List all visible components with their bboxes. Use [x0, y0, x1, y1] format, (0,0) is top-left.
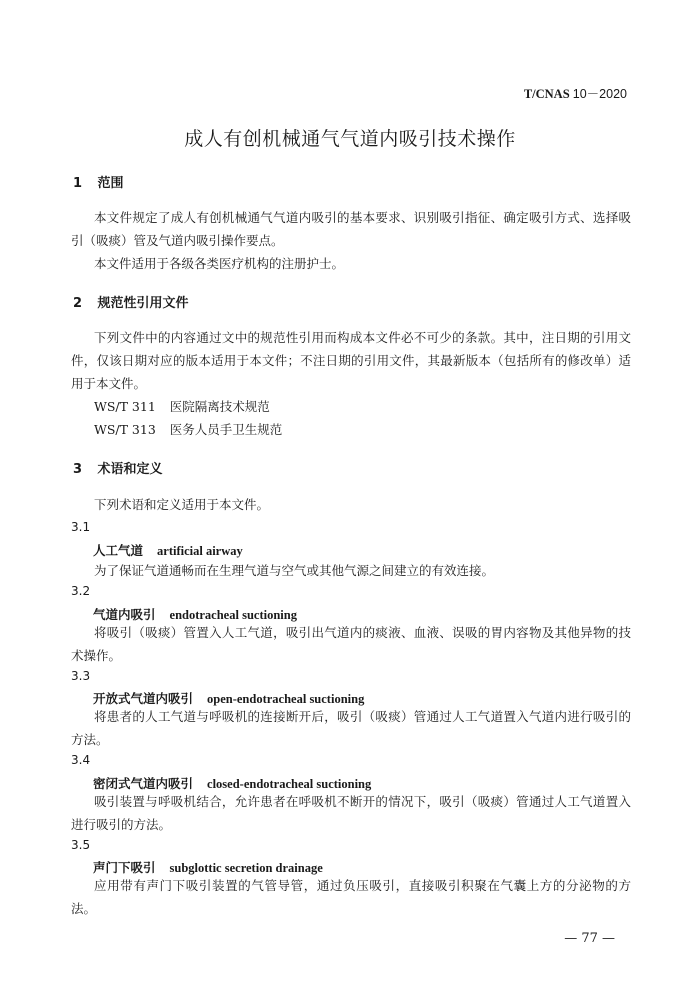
term-number: 3.3 — [71, 669, 91, 683]
section-title: 规范性引用文件 — [97, 296, 189, 311]
reference-code: WS/T 313 — [94, 422, 156, 437]
term-definition: 将吸引（吸痰）管置入人工气道，吸引出气道内的痰液、血液、误吸的胃内容物及其他异物的技术操作。 — [71, 625, 631, 663]
term-number: 3.2 — [71, 584, 91, 598]
page-number: — 77 — — [564, 931, 615, 946]
term-zh: 声门下吸引 — [93, 860, 156, 875]
term-zh: 气道内吸引 — [93, 607, 156, 622]
section-title: 术语和定义 — [97, 462, 163, 477]
term-zh: 人工气道 — [93, 543, 144, 558]
section-3-paragraph-1: 下列术语和定义适用于本文件。 — [94, 497, 270, 512]
reference-name: 医务人员手卫生规范 — [169, 422, 283, 437]
section-2-paragraph-1: 下列文件中的内容通过文中的规范性引用而构成本文件必不可少的条款。其中，注日期的引用文件，仅该日期对应的版本适用于本文件；不注日期的引用文件，其最新版本（包括所有的修改单）适用于本文件。 — [71, 330, 631, 391]
term-en: open-endotracheal suctioning — [207, 692, 365, 706]
term-en: subglottic secretion drainage — [169, 861, 323, 875]
term-definition: 将患者的人工气道与呼吸机的连接断开后，吸引（吸痰）管通过人工气道置入气道内进行吸引的方法。 — [71, 709, 631, 747]
section-number: 2 — [73, 296, 83, 311]
standard-code-number: 10－2020 — [572, 87, 627, 101]
reference-item — [94, 397, 270, 415]
term-number: 3.1 — [71, 520, 91, 534]
reference-code: WS/T 311 — [94, 399, 156, 414]
section-number: 1 — [73, 176, 83, 191]
reference-name: 医院隔离技术规范 — [169, 399, 270, 414]
section-3-heading — [73, 458, 163, 477]
term-number: 3.4 — [71, 753, 91, 767]
term-definition: 为了保证气道通畅而在生理气道与空气或其他气源之间建立的有效连接。 — [94, 563, 495, 578]
term-en: endotracheal suctioning — [169, 608, 297, 622]
standard-code — [524, 84, 627, 102]
term-en: artificial airway — [157, 544, 243, 558]
section-number: 3 — [73, 462, 83, 477]
term-heading — [93, 541, 243, 559]
standard-code-label: T/CNAS — [523, 87, 570, 101]
reference-item — [94, 420, 282, 438]
term-zh: 密闭式气道内吸引 — [93, 776, 194, 791]
document-title: 成人有创机械通气气道内吸引技术操作 — [184, 128, 516, 150]
section-1-heading — [73, 172, 124, 191]
section-title: 范围 — [97, 176, 124, 191]
term-definition: 吸引装置与呼吸机结合，允许患者在呼吸机不断开的情况下，吸引（吸痰）管通过人工气道置入进行吸引的方法。 — [71, 794, 631, 832]
term-zh: 开放式气道内吸引 — [93, 691, 194, 706]
section-2-heading — [73, 292, 189, 311]
term-definition: 应用带有声门下吸引装置的气管导管，通过负压吸引，直接吸引积聚在气囊上方的分泌物的方法。 — [71, 878, 631, 916]
section-1-paragraph-2: 本文件适用于各级各类医疗机构的注册护士。 — [94, 256, 345, 271]
term-number: 3.5 — [71, 838, 91, 852]
term-en: closed-endotracheal suctioning — [207, 777, 372, 791]
section-1-paragraph-1: 本文件规定了成人有创机械通气气道内吸引的基本要求、识别吸引指征、确定吸引方式、选择吸引（吸痰）管及气道内吸引操作要点。 — [71, 210, 631, 248]
